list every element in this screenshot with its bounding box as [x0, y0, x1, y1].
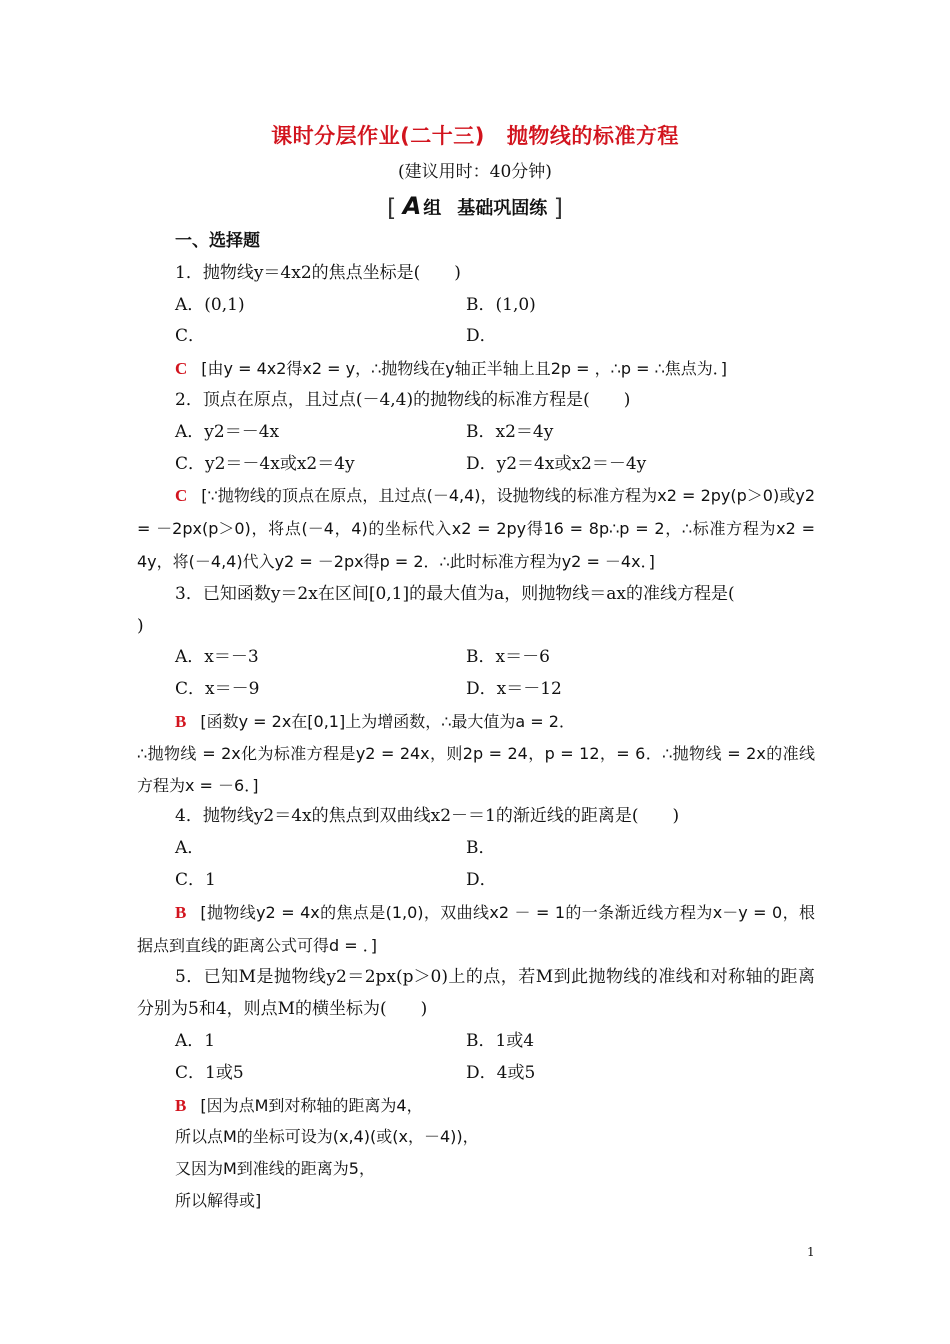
answer-letter: B [175, 711, 187, 731]
question-4-solution [137, 897, 815, 963]
option-d: D． [466, 869, 497, 890]
option-c: C．x＝－9 [175, 679, 260, 700]
question-5-options-row-2 [137, 1058, 815, 1090]
solution-text: [∵抛物线的顶点在原点，且过点(－4,4)，设抛物线的标准方程为x2 = 2py(p＞0)或y2 = －2px(p＞0)，将点(－4，4)的坐标代入x2 = 2py得16 = 8p∴p = 2，∴标准方程为x2 = 4y，将(－4,4)代入y2 = －2px得p = 2．∴此时标准方程为y2 = －4x．] [137, 486, 815, 571]
question-1-solution [137, 353, 815, 385]
question-3-options-row-1 [137, 642, 815, 674]
question-list [137, 226, 815, 1217]
title-part-1: 课时分层作业(二十三) [271, 124, 485, 148]
option-b: B．x＝－6 [466, 647, 550, 668]
question-2-solution [137, 480, 815, 578]
page-number: 1 [807, 1245, 815, 1259]
option-a: A．y2＝－4x [175, 421, 280, 442]
question-2-stem: 2．顶点在原点，且过点(－4,4)的抛物线的标准方程是( ) [175, 389, 631, 410]
answer-letter: C [175, 359, 188, 379]
solution-text: [因为点M到对称轴的距离为4， [200, 1095, 423, 1115]
question-3-solution [137, 706, 815, 738]
title-part-2: 抛物线的标准方程 [506, 124, 679, 148]
group-letter: A [402, 192, 422, 220]
answer-letter: B [175, 902, 187, 922]
question-5-stem: 5．已知M是抛物线y2＝2px(p＞0)上的点，若M到此抛物线的准线和对称轴的距离分别为5和4，则点M的横坐标为( ) [137, 967, 815, 1020]
question-3-stem: 3．已知函数y＝2x在区间[0,1]的最大值为a，则抛物线＝ax的准线方程是( [175, 583, 735, 604]
question-2-options-row-1 [137, 417, 815, 449]
group-label: 组 [423, 198, 442, 219]
option-b: B．(1,0) [466, 294, 536, 315]
option-a: A．x＝－3 [175, 647, 259, 668]
question-3-stem-cont: ) [137, 615, 144, 636]
solution-text: [函数y = 2x在[0,1]上为增函数，∴最大值为a = 2． [200, 711, 575, 731]
page-title [0, 120, 950, 150]
question-5-solution-line-3: 又因为M到准线的距离为5， [175, 1159, 375, 1179]
question-1-options-row-2 [137, 321, 815, 353]
option-a: A．1 [175, 1030, 216, 1051]
option-c: C．1或5 [175, 1062, 244, 1083]
option-d: D．x＝－12 [466, 679, 562, 700]
option-c: C．y2＝－4x或x2＝4y [175, 453, 355, 474]
time-note: (建议用时：40分钟) [398, 162, 552, 182]
solution-text: [由y = 4x2得x2 = y，∴抛物线在y轴正半轴上且2p = ，∴p = ∴焦点为．] [201, 359, 727, 379]
group-name: 基础巩固练 [457, 198, 548, 219]
option-d: D．4或5 [466, 1062, 536, 1083]
option-b: B．1或4 [466, 1030, 535, 1051]
question-5-solution-line-2: 所以点M的坐标可设为(x,4)(或(x，－4))， [175, 1127, 479, 1147]
question-4-options-row-2 [137, 865, 815, 897]
section-title: 一、选择题 [175, 231, 260, 251]
group-banner [0, 192, 950, 222]
option-a: A．(0,1) [175, 294, 245, 315]
bracket-right: ] [553, 194, 563, 222]
question-2-options-row-2 [137, 449, 815, 481]
option-d: D．y2＝4x或x2＝－4y [466, 453, 647, 474]
option-b: B．x2＝4y [466, 421, 554, 442]
question-5-solution [137, 1090, 815, 1122]
option-d: D． [466, 326, 497, 347]
question-4-stem: 4．抛物线y2＝4x的焦点到双曲线x2－＝1的渐近线的距离是( ) [175, 806, 680, 827]
option-b: B． [466, 838, 496, 859]
answer-letter: B [175, 1095, 187, 1115]
bracket-left: [ [387, 194, 397, 222]
question-3-options-row-2 [137, 674, 815, 706]
question-1-options-row-1 [137, 290, 815, 322]
question-4-options-row-1 [137, 833, 815, 865]
question-1-stem: 1．抛物线y＝4x2的焦点坐标是( ) [175, 262, 461, 283]
question-5-options-row-1 [137, 1026, 815, 1058]
solution-text: [抛物线y2 = 4x的焦点是(1,0)，双曲线x2 － = 1的一条渐近线方程为x－y = 0，根据点到直线的距离公式可得d = ．] [137, 902, 815, 955]
question-5-solution-line-4: 所以解得或] [175, 1190, 262, 1210]
option-c: C． [175, 326, 206, 347]
option-a: A． [175, 838, 205, 859]
question-3-solution-cont: ∴抛物线 = 2x化为标准方程是y2 = 24x，则2p = 24，p = 12，= 6．∴抛物线 = 2x的准线方程为x = －6．] [137, 743, 815, 795]
option-c: C．1 [175, 869, 216, 890]
answer-letter: C [175, 486, 188, 506]
